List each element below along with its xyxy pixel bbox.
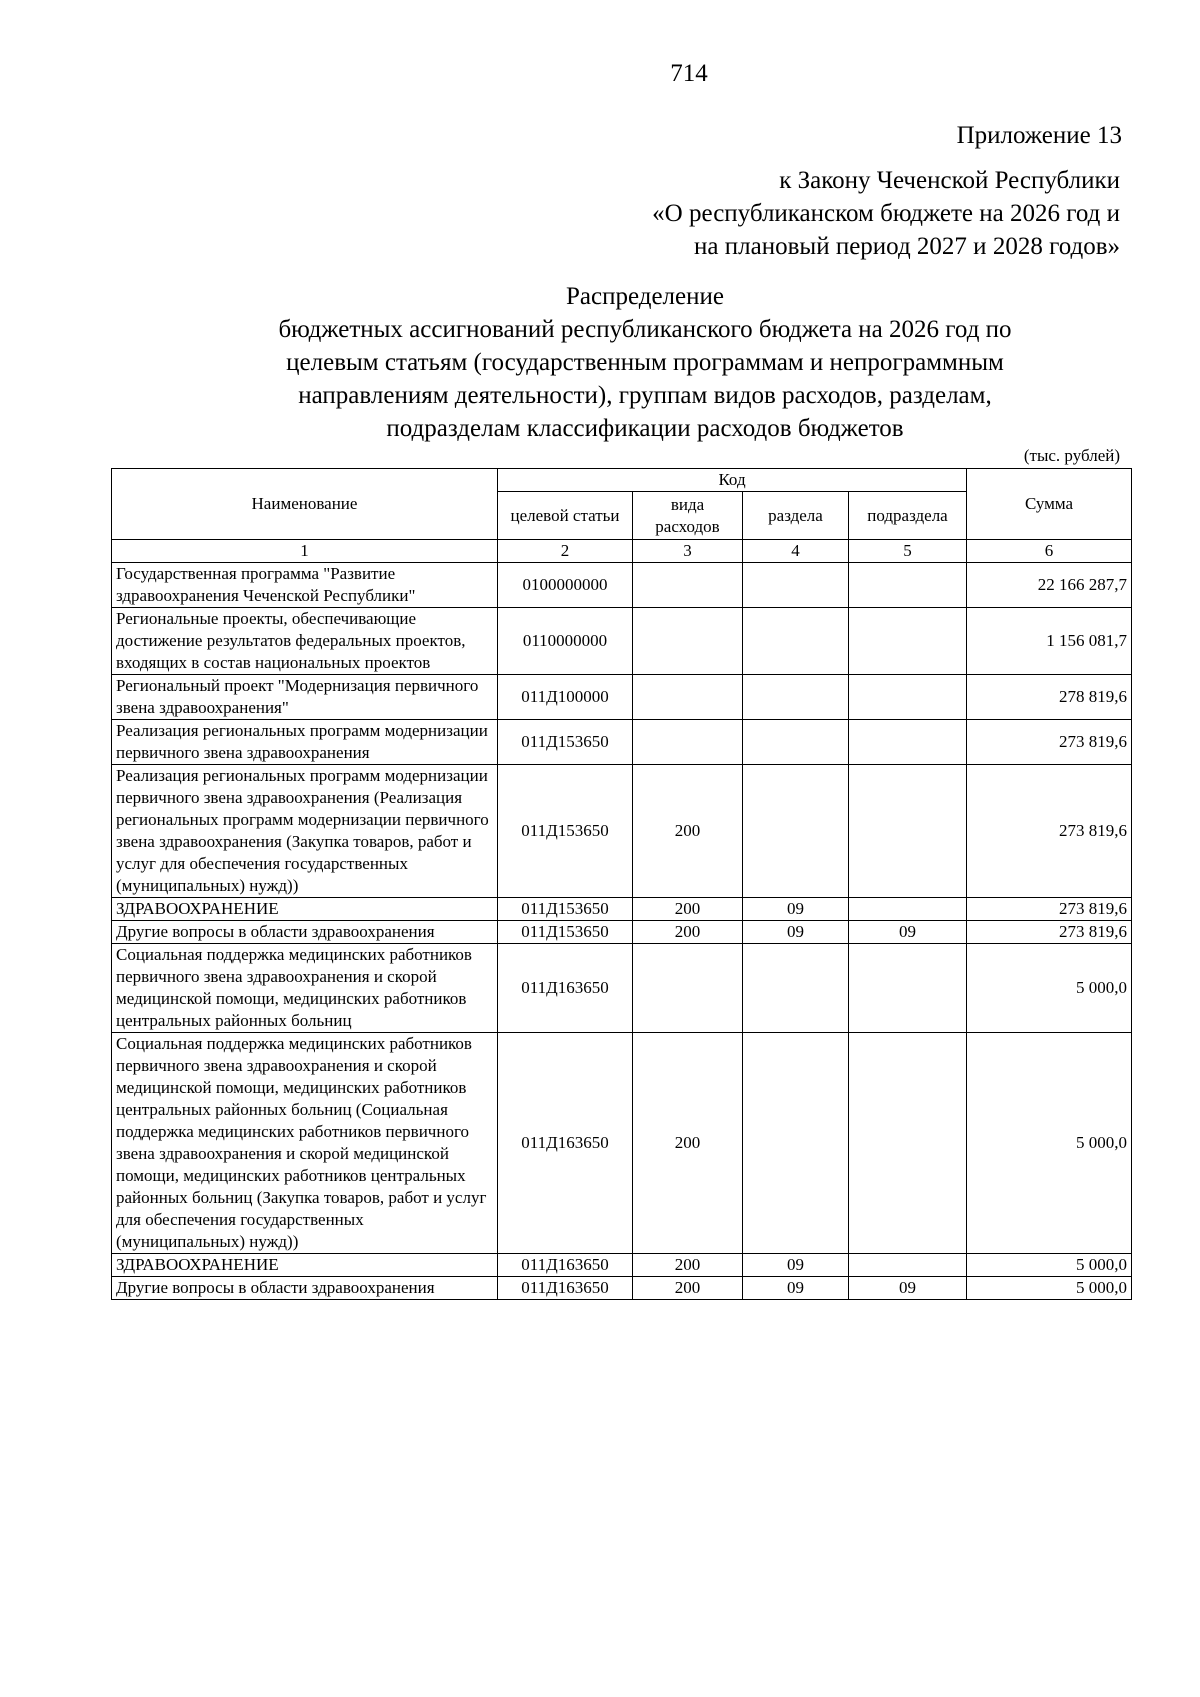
row-section [743,765,849,898]
header-expense-type: вида расходов [633,492,743,540]
row-sum: 5 000,0 [967,1033,1132,1254]
row-section [743,608,849,675]
title-line: бюджетных ассигнований республиканского бюджета на 2026 год по [278,316,1012,343]
row-name: Государственная программа "Развитие здравоохранения Чеченской Республики" [112,563,498,608]
table-row [112,1033,1132,1254]
header-section: раздела [743,492,849,540]
row-subsection: 09 [849,1277,967,1300]
row-target-code: 011Д163650 [498,1277,633,1300]
row-target-code: 011Д163650 [498,944,633,1033]
row-target-code: 011Д153650 [498,720,633,765]
row-sum: 278 819,6 [967,675,1132,720]
row-sum: 5 000,0 [967,944,1132,1033]
row-section: 09 [743,1277,849,1300]
row-subsection [849,944,967,1033]
title-line: целевым статьям (государственным программам и непрограммным [286,349,1004,376]
table-row [112,898,1132,921]
header-sum: Сумма [967,469,1132,540]
row-subsection [849,1033,967,1254]
table-row [112,563,1132,608]
law-reference-line: к Закону Чеченской Республики [779,167,1120,194]
row-sum: 273 819,6 [967,765,1132,898]
document-title [110,280,1180,445]
header-name: Наименование [112,469,498,540]
row-expense-type: 200 [633,765,743,898]
row-subsection [849,898,967,921]
budget-table [111,468,1132,1300]
table-row [112,944,1132,1033]
row-subsection [849,608,967,675]
row-section [743,944,849,1033]
table-row [112,675,1132,720]
row-expense-type: 200 [633,1277,743,1300]
row-target-code: 011Д163650 [498,1254,633,1277]
row-expense-type [633,944,743,1033]
table-row [112,921,1132,944]
row-name: Другие вопросы в области здравоохранения [112,1277,498,1300]
column-number: 4 [743,540,849,563]
row-sum: 273 819,6 [967,921,1132,944]
row-sum: 273 819,6 [967,898,1132,921]
row-target-code: 011Д163650 [498,1033,633,1254]
row-sum: 1 156 081,7 [967,608,1132,675]
row-expense-type: 200 [633,898,743,921]
column-numbers-row [112,540,1132,563]
table-row [112,720,1132,765]
row-sum: 5 000,0 [967,1277,1132,1300]
row-target-code: 0100000000 [498,563,633,608]
table-row [112,1254,1132,1277]
law-reference-line: на плановый период 2027 и 2028 годов» [694,233,1120,260]
row-sum: 22 166 287,7 [967,563,1132,608]
row-name: Региональный проект "Модернизация первичного звена здравоохранения" [112,675,498,720]
row-section: 09 [743,1254,849,1277]
row-name: Социальная поддержка медицинских работников первичного звена здравоохранения и скорой медицинской помощи, медицинских работников центральных районных больниц [112,944,498,1033]
row-name: Другие вопросы в области здравоохранения [112,921,498,944]
column-number: 3 [633,540,743,563]
row-subsection: 09 [849,921,967,944]
row-sum: 273 819,6 [967,720,1132,765]
law-reference [652,164,1120,263]
row-target-code: 011Д153650 [498,765,633,898]
table-row [112,608,1132,675]
row-target-code: 011Д153650 [498,921,633,944]
row-target-code: 0110000000 [498,608,633,675]
table-row [112,765,1132,898]
header-code-group: Код [498,469,967,492]
row-name: Реализация региональных программ модернизации первичного звена здравоохранения [112,720,498,765]
row-section [743,675,849,720]
row-expense-type: 200 [633,1033,743,1254]
row-target-code: 011Д153650 [498,898,633,921]
row-expense-type: 200 [633,921,743,944]
row-subsection [849,1254,967,1277]
row-subsection [849,720,967,765]
row-subsection [849,675,967,720]
column-number: 5 [849,540,967,563]
row-name: Социальная поддержка медицинских работников первичного звена здравоохранения и скорой медицинской помощи, медицинских работников центральных районных больниц (Социальная поддержка медицинских работников первичного звена здравоохранения и скорой медицинской помощи, медицинских работников центральных районных больниц (Закупка товаров, работ и услуг для обеспечения государственных (муниципальных) нужд)) [112,1033,498,1254]
row-expense-type [633,563,743,608]
row-subsection [849,563,967,608]
row-name: ЗДРАВООХРАНЕНИЕ [112,1254,498,1277]
row-section [743,1033,849,1254]
row-expense-type [633,608,743,675]
table-row [112,1277,1132,1300]
title-line: направлениям деятельности), группам видов расходов, разделам, [298,382,992,409]
row-section: 09 [743,898,849,921]
column-number: 6 [967,540,1132,563]
row-name: ЗДРАВООХРАНЕНИЕ [112,898,498,921]
column-number: 2 [498,540,633,563]
row-target-code: 011Д100000 [498,675,633,720]
header-target: целевой статьи [498,492,633,540]
row-subsection [849,765,967,898]
row-expense-type [633,675,743,720]
title-line: подразделам классификации расходов бюджетов [386,415,904,442]
row-name: Региональные проекты, обеспечивающие достижение результатов федеральных проектов, входящих в состав национальных проектов [112,608,498,675]
row-expense-type [633,720,743,765]
row-sum: 5 000,0 [967,1254,1132,1277]
header-subsection: подраздела [849,492,967,540]
row-section: 09 [743,921,849,944]
row-expense-type: 200 [633,1254,743,1277]
law-reference-line: «О республиканском бюджете на 2026 год и [652,200,1120,227]
row-section [743,720,849,765]
appendix-label: Приложение 13 [956,122,1122,149]
title-line: Распределение [566,283,724,310]
page-number: 714 [670,60,708,87]
units-note: (тыс. рублей) [1023,446,1120,465]
row-section [743,563,849,608]
column-number: 1 [112,540,498,563]
row-name: Реализация региональных программ модернизации первичного звена здравоохранения (Реализация региональных программ модернизации первичного звена здравоохранения (Закупка товаров, работ и услуг для обеспечения государственных (муниципальных) нужд)) [112,765,498,898]
